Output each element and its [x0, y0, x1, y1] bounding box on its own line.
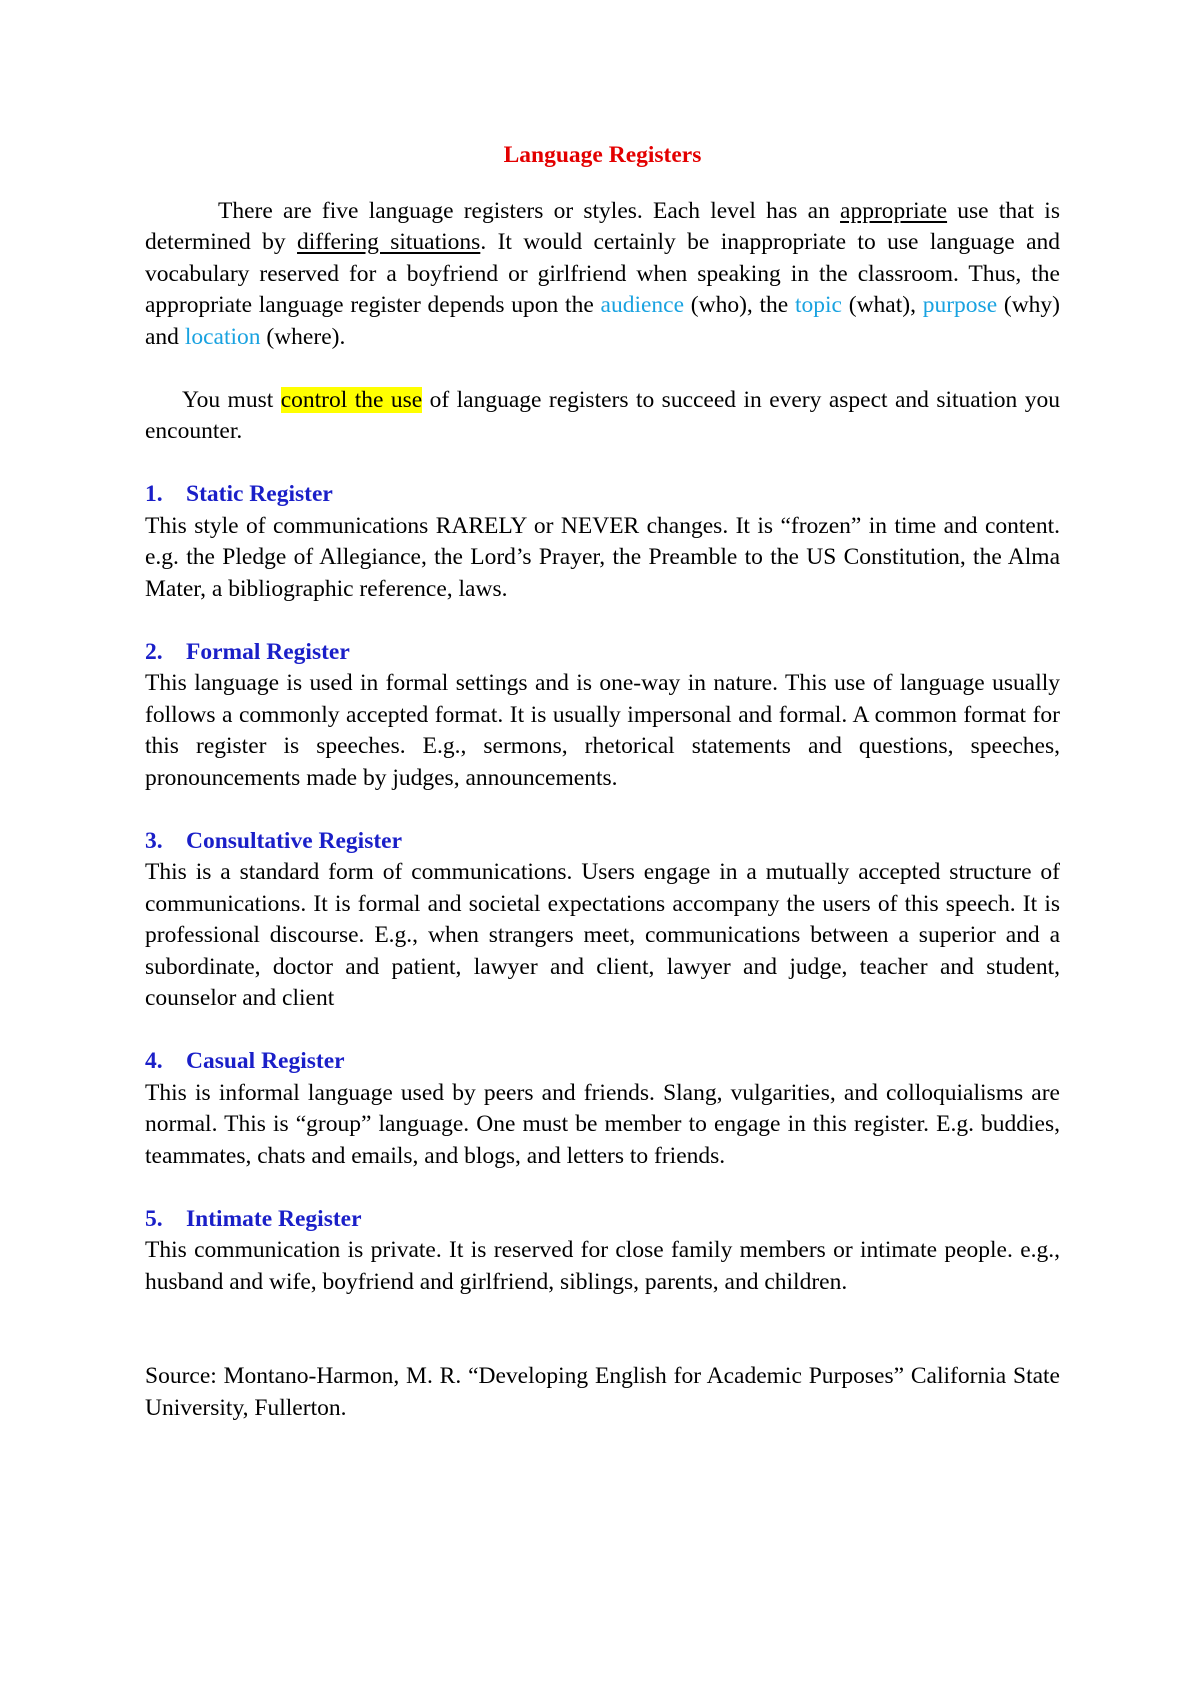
section-casual [145, 1046, 1060, 1172]
keyword-audience: audience [600, 292, 685, 318]
section-heading [145, 826, 1060, 858]
section-number: 3. [145, 827, 163, 854]
section-body: This style of communications RARELY or NEVER changes. It is “frozen” in time and content. e.g. the Pledge of Allegiance, the Lord’s Prayer, the Preamble to the US Constitution, the Alma Mater, a bibliographic reference, laws. [145, 512, 1060, 602]
section-heading [145, 637, 1060, 669]
section-heading [145, 1046, 1060, 1078]
section-number: 2. [145, 638, 163, 665]
section-number: 4. [145, 1048, 163, 1074]
section-heading [145, 1204, 1060, 1236]
control-text: of language registers to succeed in every aspect and situation you encounter. [145, 386, 1060, 444]
section-number: 1. [145, 481, 163, 507]
section-heading [145, 479, 1060, 511]
keyword-location: location [184, 323, 261, 350]
keyword-purpose: purpose [922, 292, 998, 318]
source-citation: Source: Montano-Harmon, M. R. “Developing English for Academic Purposes” California State University, Fullerton. [145, 1363, 1060, 1421]
underlined-appropriate: appropriate [840, 197, 948, 224]
section-static [145, 479, 1060, 605]
document-page [145, 140, 1060, 1424]
section-title: Casual Register [186, 1048, 345, 1074]
section-body: This language is used in formal settings and is one-way in nature. This use of language usually follows a commonly accepted format. It is usually impersonal and formal. A common format for this register is speeches. E.g., sermons, rhetorical statements and questions, speeches, pronouncements made by judges, announcements. [145, 670, 1060, 791]
keyword-topic: topic [795, 292, 842, 318]
section-body: This is a standard form of communications. Users engage in a mutually accepted structure of communications. It is formal and societal expectations accompany the users of this speech. It is professional discourse. E.g., when strangers meet, communications between a superior and a subordinate, doctor and patient, lawyer and client, lawyer and judge, teacher and student, counselor and client [145, 859, 1060, 1011]
intro-text: . It would certainly be inappropriate to use language and vocabulary reserved for a boyfriend or girlfriend when speaking in the classroom. Thus, the appropriate language register depends upon the [145, 229, 1060, 318]
section-body: This is informal language used by peers and friends. Slang, vulgarities, and colloquialisms are normal. This is “group” language. One must be member to engage in this register. E.g. buddies, teammates, chats and emails, and blogs, and letters to friends. [145, 1079, 1060, 1169]
section-title: Static Register [186, 481, 333, 507]
intro-text: (why) and [145, 292, 1060, 350]
section-title: Intimate Register [186, 1205, 362, 1232]
page-title: Language Registers [503, 142, 702, 168]
control-text: You must [182, 386, 281, 413]
intro-text: There are five language registers or styles. Each level has an [218, 197, 841, 224]
intro-text: (where). [260, 323, 346, 350]
section-formal [145, 637, 1060, 795]
section-title: Formal Register [186, 638, 350, 665]
section-number: 5. [145, 1205, 163, 1232]
intro-text: use that is determined by [145, 197, 1060, 255]
highlighted-control-the-use: control the use [280, 386, 423, 413]
section-body: This communication is private. It is reserved for close family members or intimate people. e.g., husband and wife, boyfriend and girlfriend, siblings, parents, and children. [145, 1237, 1060, 1295]
section-consultative [145, 826, 1060, 1015]
section-title: Consultative Register [186, 827, 403, 854]
section-intimate [145, 1204, 1060, 1299]
intro-text: (what), [842, 292, 923, 318]
intro-paragraph [145, 196, 1060, 354]
underlined-differing-situations: differing situations [297, 229, 481, 255]
control-paragraph [145, 385, 1060, 448]
intro-text: (who), the [684, 292, 795, 318]
